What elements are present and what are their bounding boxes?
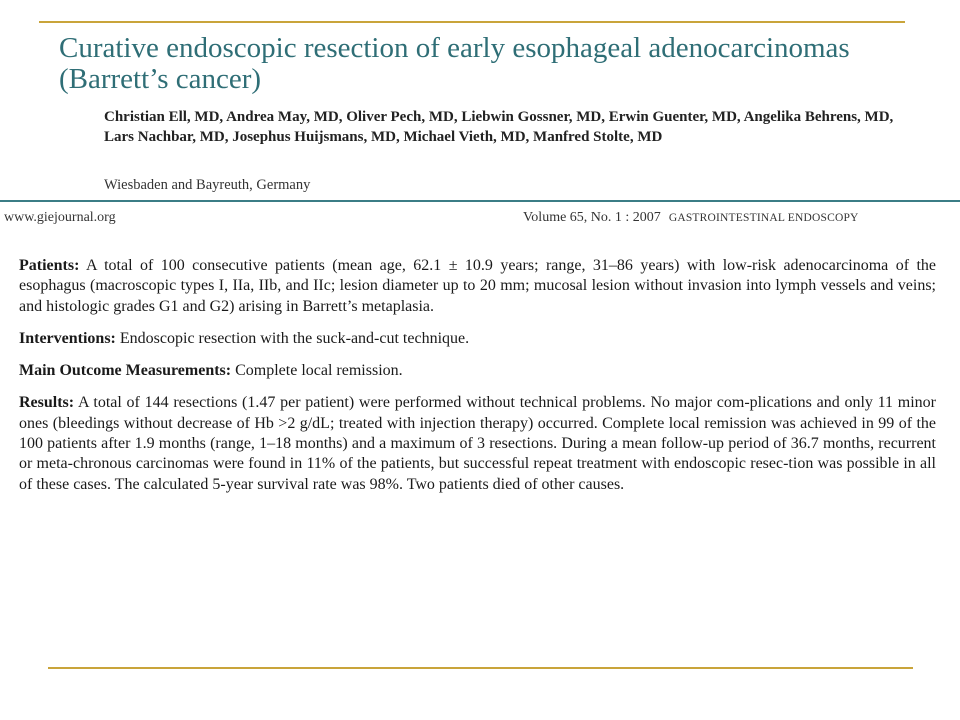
top-divider [39, 21, 905, 23]
journal-name: GASTROINTESTINAL ENDOSCOPY [668, 212, 859, 224]
section-label: Main Outcome Measurements: [19, 362, 232, 380]
abstract-patients [19, 256, 936, 317]
section-text: A total of 144 resections (1.47 per patient) were performed without technical problems. No major com-plications and only 11 minor ones (bleedings without decrease of Hb >2 g/dL; treated with injection therapy) occurred. Complete local remission was achieved in 99 of the 100 patients after 1.9 months (range, 1–18 months) and a maximum of 3 resections. During a mean follow-up period of 36.7 months, recurrent or meta-chronous carcinomas were found in 11% of the patients, but successful repeat treatment with endoscopic resec-tion was possible in all of these cases. The calculated 5-year survival rate was 98%. Two patients died of other causes. [19, 394, 936, 493]
journal-volume: Volume 65, No. 1 : 2007 [523, 210, 661, 225]
author-list: Christian Ell, MD, Andrea May, MD, Oliver Pech, MD, Liebwin Gossner, MD, Erwin Guenter, MD, Angelika Behrens, MD, Lars Nachbar, MD, Josephus Huijsmans, MD, Michael Vieth, MD, Manfred Stolte, MD [104, 109, 894, 145]
section-label: Patients: [19, 257, 80, 274]
section-text: Endoscopic resection with the suck-and-cut technique. [119, 329, 470, 347]
section-label: Interventions: [19, 329, 116, 347]
article-title: Curative endoscopic resection of early esophageal adenocarcinomas (Barrett’s cancer) [59, 32, 850, 95]
abstract-results [19, 393, 936, 494]
affiliation: Wiesbaden and Bayreuth, Germany [104, 177, 311, 193]
abstract [19, 256, 936, 507]
journal-citation [523, 210, 859, 226]
journal-url: www.giejournal.org [4, 210, 116, 225]
abstract-outcome [19, 361, 936, 381]
section-text: Complete local remission. [235, 362, 403, 380]
header-divider [0, 200, 960, 202]
bottom-divider [48, 667, 913, 669]
section-text: A total of 100 consecutive patients (mean age, 62.1 ± 10.9 years; range, 31–86 years) with low-risk adenocarcinoma of the esophagus (macroscopic types I, IIa, IIb, and IIc; lesion diameter up to 20 mm; mucosal lesion without invasion into lymph vessels and veins; and histologic grades G1 and G2) arising in Barrett’s metaplasia. [19, 257, 936, 315]
section-label: Results: [19, 394, 75, 412]
abstract-interventions [19, 329, 936, 349]
